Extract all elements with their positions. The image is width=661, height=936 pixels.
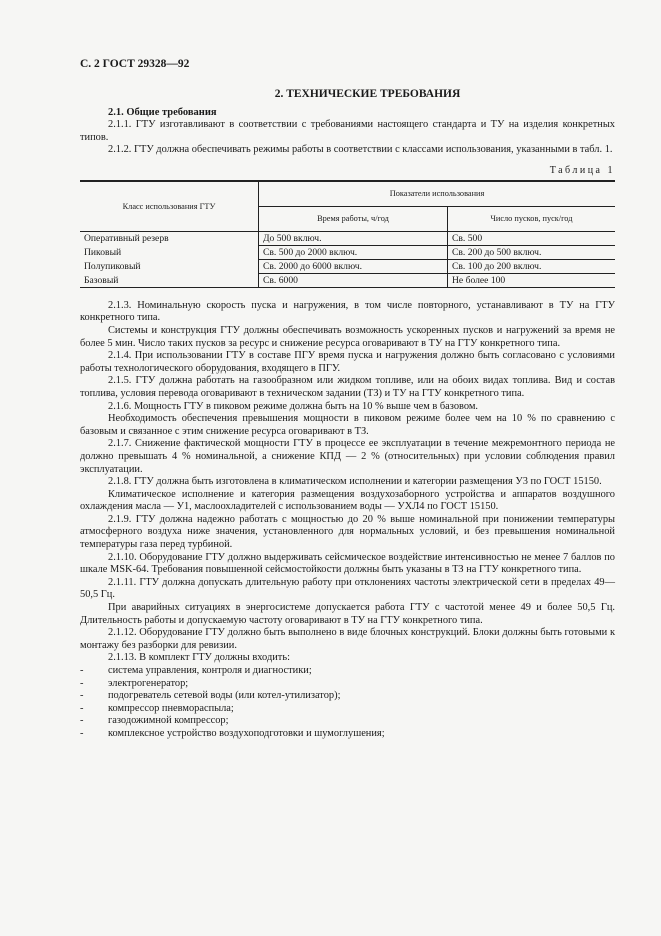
cell-starts: Св. 200 до 500 включ. [448,245,616,259]
equipment-list [80,665,615,741]
paragraph-2-1-4: 2.1.4. При использовании ГТУ в составе ПГУ время пуска и нагружения должно быть согласовано с условиями работы технологического оборудования, входящего в ПГУ. [80,350,615,374]
paragraph-2-1-5: 2.1.5. ГТУ должна работать на газообразном или жидком топливе, или на обоих видах топлива. Вид и состав топлива, условия перевода оговаривают в техническом задании (ТЗ) и ТУ на ГТУ конкретного типа. [80,375,615,399]
table-row [80,245,615,259]
paragraph-2-1-6-cont: Необходимость обеспечения превышения мощности в пиковом режиме более чем на 10 % по сравнению с базовым и связанное с этим снижение ресурса оговаривают в ТЗ. [80,413,615,437]
paragraph-2-1-8: 2.1.8. ГТУ должна быть изготовлена в климатическом исполнении и категории размещения У3 по ГОСТ 15150. [108,476,602,488]
list-item: - подогреватель сетевой воды (или котел-утилизатор); [80,690,341,702]
page-header: С. 2 ГОСТ 29328—92 [80,58,190,70]
table-caption: Таблица 1 [549,164,615,176]
table-row [80,273,615,287]
paragraph-2-1-13: 2.1.13. В комплект ГТУ должны входить: [108,652,290,664]
paragraph-2-1-1: 2.1.1. ГТУ изготавливают в соответствии с требованиями настоящего стандарта и ТУ на изделия конкретных типов. [80,119,615,143]
col-header-class: Класс использования ГТУ [80,181,259,232]
cell-class: Базовый [80,273,259,287]
list-item: - система управления, контроля и диагностики; [80,665,312,676]
paragraph-2-1-11-cont: При аварийных ситуациях в энергосистеме допускается работа ГТУ с частотой менее 49 и более 50,5 Гц. Длительность работы и допускаемую частоту оговаривают в ТУ на ГТУ конкретного типа. [80,602,615,626]
paragraph-2-1-3-cont: Системы и конструкция ГТУ должны обеспечивать возможность ускоренных пусков и нагружений за время не более 5 мин. Число таких пусков за ресурс и снижение ресурса оговаривают в ТУ на ГТУ конкретного типа. [80,324,615,349]
cell-class: Пиковый [80,245,259,259]
subsection-title: 2.1. Общие требования [108,107,217,118]
list-dash: - [80,702,84,714]
cell-starts: Св. 100 до 200 включ. [448,259,616,273]
paragraph-2-1-7: 2.1.7. Снижение фактической мощности ГТУ в процессе ее эксплуатации в течение межремонтного периода не должно превышать 4 % номинальной, а снижение КПД — 2 % (относительных) при условии соблюдения правил эксплуатации. [80,438,615,475]
usage-class-table [80,180,615,288]
table-row [80,259,615,273]
col-header-starts: Число пусков, пуск/год [490,214,573,224]
paragraph-2-1-12: 2.1.12. Оборудование ГТУ должно быть выполнено в виде блочных конструкций. Блоки должны быть готовыми к монтажу без разборки для ревизии. [80,627,615,651]
paragraph-2-1-10: 2.1.10. Оборудование ГТУ должно выдерживать сейсмическое воздействие интенсивностью не менее 7 баллов по шкале MSK-64. Требования повышенной сейсмостойкости должны быть указаны в ТЗ на ГТУ конкретного типа. [80,551,615,576]
list-dash: - [80,690,84,702]
cell-time: Св. 2000 до 6000 включ. [259,259,448,273]
cell-time: Св. 500 до 2000 включ. [259,245,448,259]
list-dash: - [80,677,84,689]
list-item: - комплексное устройство воздухоподготовки и шумоглушения; [80,727,385,739]
cell-class: Оперативный резерв [80,231,259,245]
list-item: - газодожимной компрессор; [80,715,229,727]
paragraph-2-1-9: 2.1.9. ГТУ должна надежно работать с мощностью до 20 % выше номинальной при понижении температуры атмосферного воздуха ниже значения, установленного для нормальных условий, и без превышения номинальной температуры газа перед турбиной. [80,513,615,551]
cell-class: Полупиковый [80,259,259,273]
paragraph-2-1-11: 2.1.11. ГТУ должна допускать длительную работу при отклонениях частоты электрической сети в пределах 49—50,5 Гц. [80,576,615,601]
col-header-time: Время работы, ч/год [259,206,448,231]
list-dash: - [80,665,84,676]
paragraph-2-1-8-cont: Климатическое исполнение и категория размещения воздухозаборного устройства и аппаратов воздушного охлаждения масла — У1, маслоохладителей с использованием воды — УХЛ4 по ГОСТ 15150. [80,488,615,513]
cell-starts: Не более 100 [448,273,616,287]
table-row [80,231,615,245]
cell-time: До 500 включ. [259,231,448,245]
document-page [80,58,615,741]
list-item: - электрогенератор; [80,677,189,689]
cell-time: Св. 6000 [259,273,448,287]
list-dash: - [80,727,84,739]
list-dash: - [80,715,84,727]
paragraph-2-1-3: 2.1.3. Номинальную скорость пуска и нагружения, в том числе повторного, устанавливают в ТУ на ГТУ конкретного типа. [80,299,615,324]
paragraph-2-1-6: 2.1.6. Мощность ГТУ в пиковом режиме должна быть на 10 % выше чем в базовом. [108,400,479,412]
col-header-group: Показатели использования [259,181,616,207]
section-title: 2. ТЕХНИЧЕСКИЕ ТРЕБОВАНИЯ [274,88,461,100]
paragraph-2-1-2: 2.1.2. ГТУ должна обеспечивать режимы работы в соответствии с классами использования, указанными в табл. 1. [108,144,613,156]
cell-starts: Св. 500 [448,231,616,245]
list-item: - компрессор пневмораспыла; [80,702,234,714]
